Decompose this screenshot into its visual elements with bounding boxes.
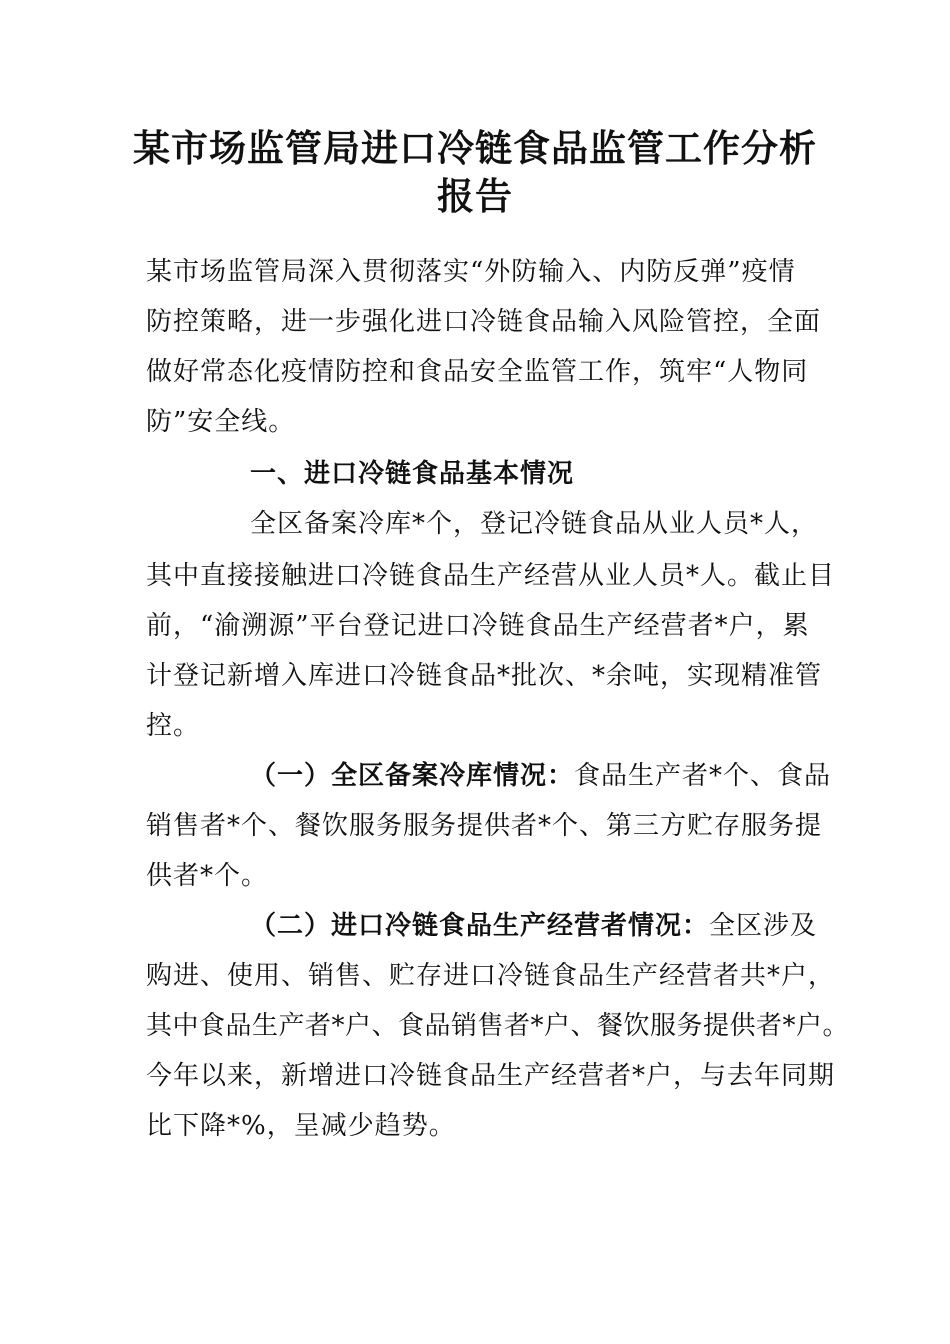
subsection-1-lead-text: 食品生产者*个、食品 <box>574 761 832 791</box>
subsection-2-heading: （二）进口冷链食品生产经营者情况： <box>250 911 710 941</box>
section-1-line: 前，“渝溯源”平台登记进口冷链食品生产经营者*户，累 <box>146 611 810 641</box>
document-title-line-2: 报告 <box>437 174 513 218</box>
document-title-line-1: 某市场监管局进口冷链食品监管工作分析 <box>133 126 817 170</box>
subsection-2-first-line <box>250 906 817 946</box>
subsection-2-line: 比下降*%，呈减少趋势。 <box>146 1111 456 1141</box>
subsection-1-first-line <box>250 756 831 796</box>
subsection-1-line: 供者*个。 <box>146 861 269 891</box>
section-1-line: 计登记新增入库进口冷链食品*批次、*余吨，实现精准管 <box>146 661 823 691</box>
intro-line: 防控策略，进一步强化进口冷链食品输入风险管控，全面 <box>146 307 822 337</box>
subsection-1-heading: （一）全区备案冷库情况： <box>250 761 575 791</box>
subsection-2-line: 购进、使用、销售、贮存进口冷链食品生产经营者共*户， <box>146 961 836 991</box>
subsection-2-line: 今年以来，新增进口冷链食品生产经营者*户，与去年同期 <box>146 1061 836 1091</box>
subsection-2-line: 其中食品生产者*户、食品销售者*户、餐饮服务提供者*户。 <box>146 1011 850 1041</box>
intro-line: 某市场监管局深入贯彻落实“外防输入、内防反弹”疫情 <box>146 257 796 287</box>
subsection-1-line: 销售者*个、餐饮服务服务提供者*个、第三方贮存服务提 <box>146 811 823 841</box>
intro-line: 防”安全线。 <box>146 407 296 437</box>
section-1-line: 控。 <box>146 711 201 741</box>
intro-line: 做好常态化疫情防控和食品安全监管工作，筑牢“人物同 <box>146 357 809 387</box>
section-1-line: 全区备案冷库*个，登记冷链食品从业人员*人， <box>250 509 819 539</box>
section-1-heading: 一、进口冷链食品基本情况 <box>250 459 575 489</box>
section-1-line: 其中直接接触进口冷链食品生产经营从业人员*人。截止目 <box>146 561 836 591</box>
subsection-2-lead-text: 全区涉及 <box>709 911 818 941</box>
